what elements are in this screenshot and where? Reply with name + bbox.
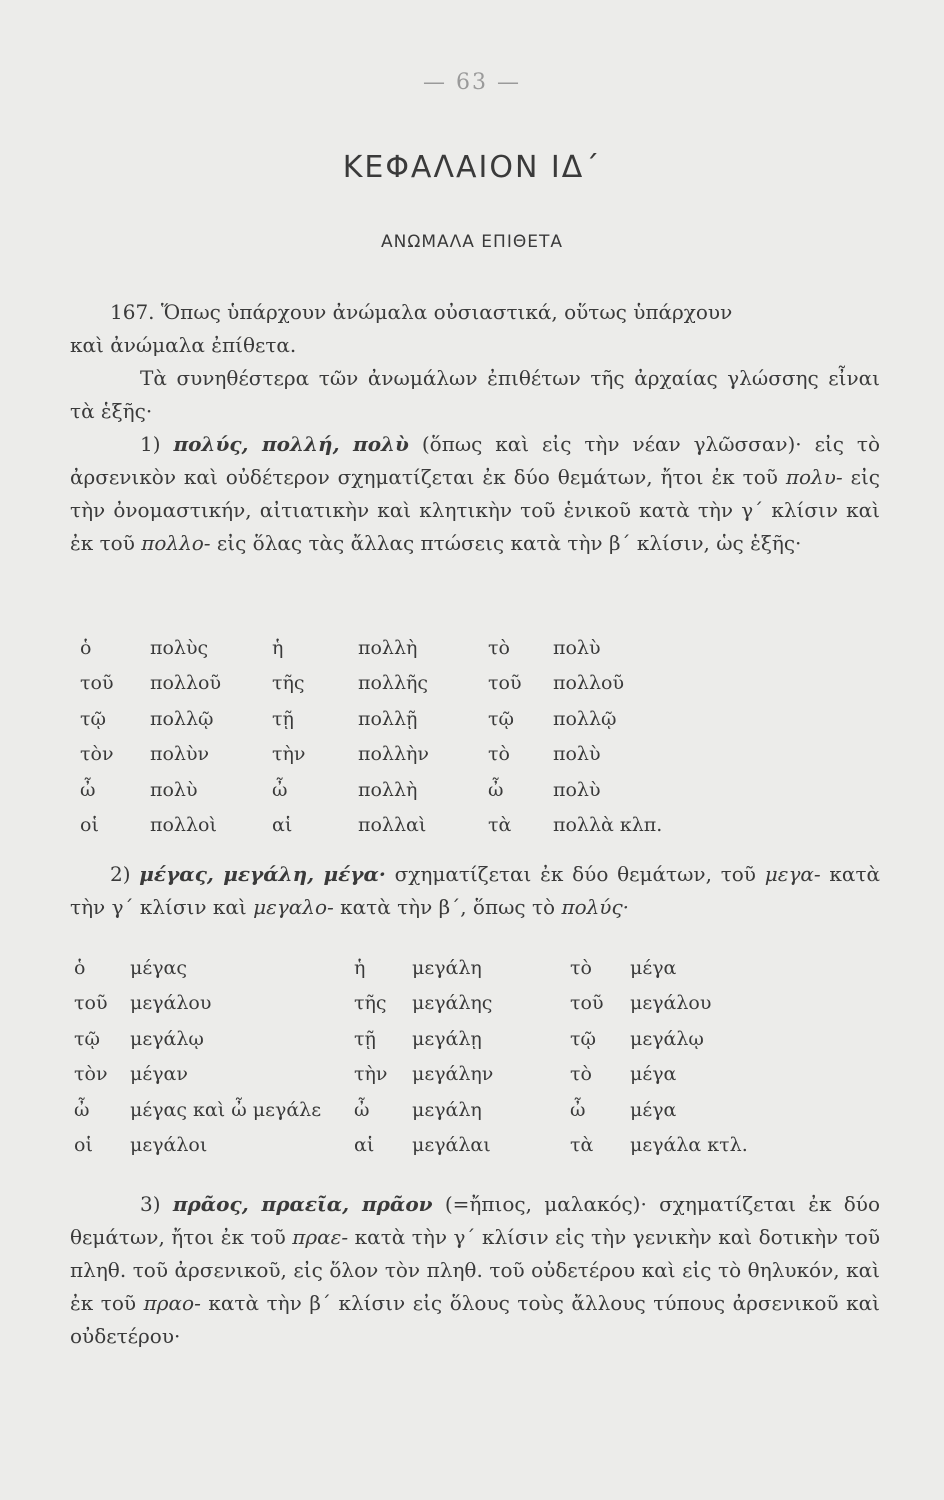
table-row	[74, 1021, 748, 1057]
form-cell: μέγαν	[130, 1063, 188, 1086]
item-text: σχηματίζεται ἐκ δύο θεμάτων, τοῦ	[385, 862, 765, 886]
stem: μεγαλο-	[253, 895, 334, 919]
article-cell: τῷ	[570, 1027, 597, 1050]
article-cell: οἱ	[80, 814, 99, 837]
paragraph-common-adjectives: Τὰ συνηθέστερα τῶν ἀνωμάλων ἐπιθέτων τῆς ἀρχαίας γλώσσης εἶναι τὰ ἑξῆς·	[70, 366, 880, 423]
article-cell: τὸν	[74, 1063, 108, 1086]
form-cell: πολλὰ κλπ.	[553, 814, 663, 837]
article-cell: ὦ	[488, 778, 504, 801]
form-cell: πολὺν	[150, 743, 210, 766]
table-row	[74, 1092, 748, 1128]
article-cell: τοῦ	[74, 992, 108, 1015]
article-cell: ἡ	[272, 636, 284, 659]
form-cell: πολλὴν	[358, 743, 429, 766]
form-cell: μεγάλου	[130, 992, 212, 1015]
item-text: εἰς τὴν ὀνομαστικήν, αἰτιατικὴν καὶ κλητικὴν τοῦ ἑνικοῦ κατὰ τὴν γ΄ κλίσιν καὶ ἐκ τοῦ	[70, 465, 881, 555]
article-cell: ὦ	[80, 778, 96, 801]
form-cell: πολλῆς	[358, 672, 429, 695]
article-cell: τῆς	[354, 992, 387, 1015]
item-text: κατὰ τὴν γ΄ κλίσιν καὶ	[70, 862, 881, 919]
form-cell: μεγάλης	[412, 992, 493, 1015]
form-cell: μεγάλῳ	[630, 1027, 704, 1050]
article-cell: τὸ	[570, 1063, 592, 1086]
form-cell: μεγάλῃ	[412, 1027, 482, 1050]
declension-table-megas	[74, 950, 748, 1163]
form-cell: πολὺς	[150, 636, 209, 659]
article-cell: ὁ	[80, 636, 92, 659]
stem: πολλο-	[141, 531, 211, 555]
form-cell: μεγάλαι	[412, 1134, 491, 1157]
item-text: (ὅπως καὶ εἰς τὴν νέαν γλῶσσαν)· εἰς τὸ ἀρσενικὸν καὶ οὐδέτερον σχηματίζεται ἐκ δύο θεμάτων, ἤτοι ἐκ τοῦ	[70, 432, 881, 489]
item-text: κατὰ τὴν β΄ κλίσιν εἰς ὅλους τοὺς ἄλλους τύπους ἀρσενικοῦ καὶ οὐδετέρου·	[70, 1291, 880, 1348]
article-cell: τὸν	[80, 743, 114, 766]
article-cell: τῇ	[272, 707, 294, 730]
section-title: ΑΝΩΜΑΛΑ ΕΠΙΘΕΤΑ	[381, 232, 563, 252]
item-number: 1)	[140, 432, 161, 456]
form-cell: πολλῷ	[150, 707, 214, 730]
form-cell: πολὺ	[553, 636, 601, 659]
stem: πολυ-	[785, 465, 843, 489]
article-cell: τὴν	[354, 1063, 388, 1086]
table-row	[80, 808, 662, 844]
table-row	[80, 666, 662, 702]
form-cell: μεγάλη	[412, 956, 482, 979]
form-cell: μεγάλῳ	[130, 1027, 204, 1050]
page-number: — 63 —	[423, 70, 521, 95]
item-text: κατὰ τὴν β΄, ὅπως τὸ	[333, 895, 562, 919]
item-number: 2)	[110, 862, 131, 886]
article-cell: ὦ	[570, 1098, 586, 1121]
form-cell: μέγα	[630, 1063, 677, 1086]
table-row	[74, 1128, 748, 1164]
paragraph-167-line1	[110, 296, 880, 329]
item-3-paragraph	[70, 1188, 880, 1353]
article-cell: τὸ	[570, 956, 592, 979]
form-cell: μεγάλου	[630, 992, 712, 1015]
form-cell: μεγάλην	[412, 1063, 494, 1086]
form-cell: πολλῇ	[358, 707, 418, 730]
stem: πραε-	[292, 1225, 349, 1249]
article-cell: ὦ	[74, 1098, 90, 1121]
table-row	[74, 986, 748, 1022]
item-text: εἰς ὅλας τὰς ἄλλας πτώσεις κατὰ τὴν β΄ κλίσιν, ὡς ἑξῆς·	[210, 531, 802, 555]
item-2-paragraph	[70, 858, 880, 924]
article-cell: τοῦ	[570, 992, 604, 1015]
form-cell: πολλῷ	[553, 707, 617, 730]
paragraph-167-line2: καὶ ἀνώμαλα ἐπίθετα.	[70, 333, 297, 357]
form-cell: πολλοῦ	[553, 672, 624, 695]
article-cell: τὸ	[488, 636, 510, 659]
article-cell: ὁ	[74, 956, 86, 979]
chapter-title: ΚΕΦΑΛΑΙΟΝ ΙΔ΄	[342, 150, 602, 185]
stem-reference: πολύς·	[561, 895, 630, 919]
form-cell: πολλαὶ	[358, 814, 427, 837]
item-number: 3)	[140, 1192, 161, 1216]
form-cell: πολλοῦ	[150, 672, 221, 695]
article-cell: τὴν	[272, 743, 306, 766]
declension-table-polys	[80, 630, 662, 843]
form-cell: μέγας	[130, 956, 188, 979]
item-text: (=ἤπιος, μαλακός)· σχηματίζεται ἐκ δύο θεμάτων, ἤτοι ἐκ τοῦ	[70, 1192, 880, 1249]
table-row	[80, 772, 662, 808]
table-row	[74, 950, 748, 986]
item-forms: μέγας, μεγάλη, μέγα·	[139, 862, 386, 886]
paragraph-text: Ὅπως ὑπάρχουν ἀνώμαλα οὐσιαστικά, οὕτως ὑπάρχουν	[160, 300, 733, 324]
item-forms: πολύς, πολλή, πολὺ	[173, 432, 409, 456]
form-cell: μέγα	[630, 1098, 677, 1121]
form-cell: πολὺ	[553, 743, 601, 766]
article-cell: τῆς	[272, 672, 305, 695]
form-cell: πολλοὶ	[150, 814, 217, 837]
form-cell: μέγας καὶ ὦ μεγάλε	[130, 1098, 322, 1121]
article-cell: αἱ	[272, 814, 293, 837]
table-row	[80, 701, 662, 737]
article-cell: αἱ	[354, 1134, 375, 1157]
form-cell: μεγάλη	[412, 1098, 482, 1121]
article-cell: τοῦ	[80, 672, 114, 695]
form-cell: πολὺ	[553, 778, 601, 801]
form-cell: πολὺ	[150, 778, 198, 801]
paragraph-number: 167.	[110, 300, 155, 324]
article-cell: τοῦ	[488, 672, 522, 695]
article-cell: τῷ	[80, 707, 107, 730]
article-cell: ὦ	[272, 778, 288, 801]
table-row	[80, 630, 662, 666]
form-cell: μέγα	[630, 956, 677, 979]
article-cell: τῇ	[354, 1027, 376, 1050]
item-forms: πρᾶος, πραεῖα, πρᾶον	[172, 1192, 433, 1216]
article-cell: ἡ	[354, 956, 366, 979]
form-cell: πολλὴ	[358, 636, 418, 659]
table-row	[74, 1057, 748, 1093]
table-row	[80, 737, 662, 773]
form-cell: μεγάλοι	[130, 1134, 208, 1157]
form-cell: πολλὴ	[358, 778, 418, 801]
form-cell: μεγάλα κτλ.	[630, 1134, 748, 1157]
article-cell: οἱ	[74, 1134, 93, 1157]
article-cell: ὦ	[354, 1098, 370, 1121]
article-cell: τῷ	[74, 1027, 101, 1050]
stem: πραο-	[143, 1291, 201, 1315]
article-cell: τῷ	[488, 707, 515, 730]
article-cell: τὰ	[488, 814, 512, 837]
article-cell: τὸ	[488, 743, 510, 766]
item-1-paragraph	[70, 428, 880, 560]
item-text: κατὰ τὴν γ΄ κλίσιν εἰς τὴν γενικὴν καὶ δοτικὴν τοῦ πληθ. τοῦ ἀρσενικοῦ, εἰς ὅλον τὸν πληθ. τοῦ οὐδετέρου καὶ εἰς τὸ θηλυκόν, καὶ ἐκ τοῦ	[70, 1225, 880, 1315]
article-cell: τὰ	[570, 1134, 594, 1157]
stem: μεγα-	[764, 862, 821, 886]
